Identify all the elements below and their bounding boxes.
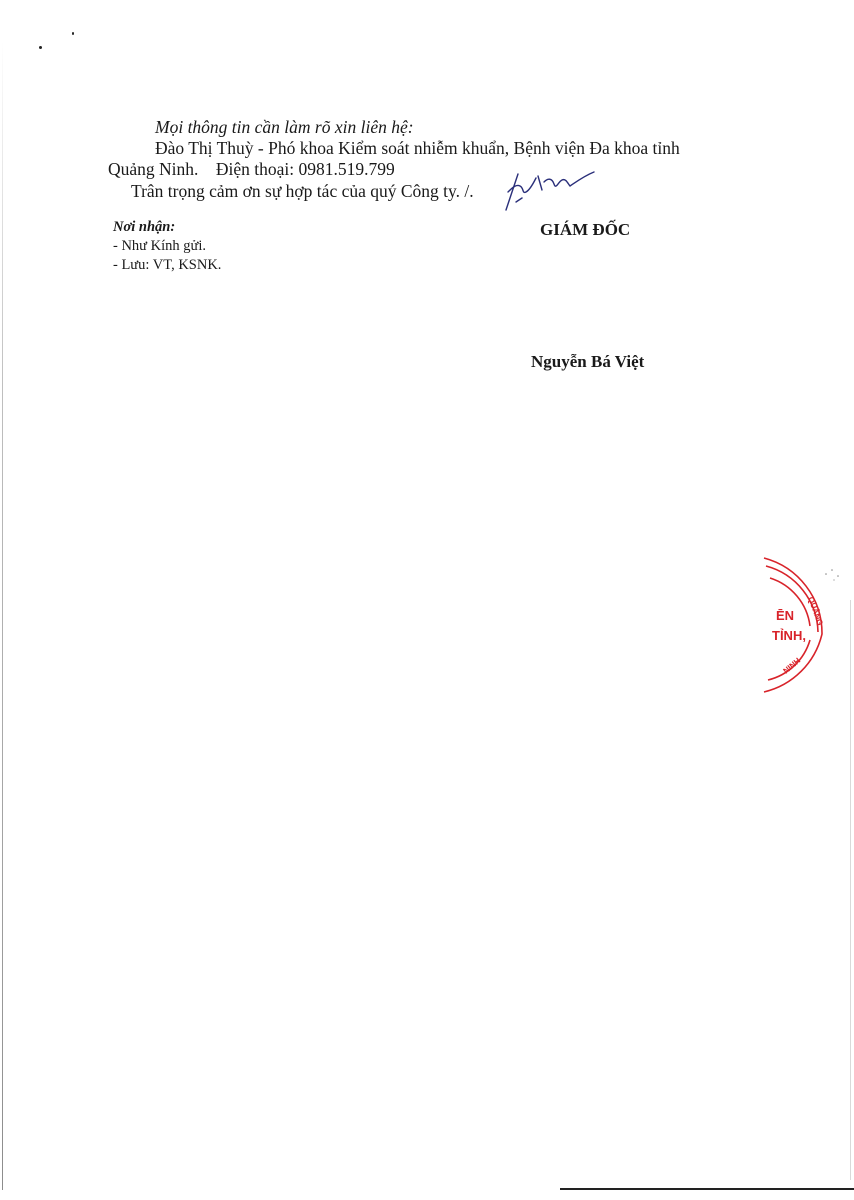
stamp-rings (764, 558, 822, 692)
scan-speck (72, 32, 74, 35)
recipients-heading: Nơi nhận: (113, 219, 176, 235)
svg-text:QUẢNG: QUẢNG (806, 595, 825, 627)
signature-strokes (506, 172, 594, 210)
contact-person-line: Đào Thị Thuỳ - Phó khoa Kiểm soát nhiễm khuẩn, Bệnh viện Đa khoa tỉnh (155, 138, 680, 158)
svg-text:NINH: NINH (781, 656, 803, 676)
contact-intro: Mọi thông tin cần làm rõ xin liên hệ: (155, 117, 414, 137)
scan-edge-left (2, 40, 3, 1190)
svg-text:ĒN: ĒN (776, 608, 795, 623)
recipient-item: - Lưu: VT, KSNK. (113, 257, 222, 273)
signatory-title: GIÁM ĐỐC (540, 220, 631, 239)
thanks-line: Trân trọng cảm ơn sự hợp tác của quý Công ty. /. (131, 181, 474, 201)
svg-text:TỈNH,: TỈNH, (772, 628, 806, 643)
contact-phone-line: Quảng Ninh. Điện thoại: 0981.519.799 (108, 159, 395, 179)
recipient-item: - Như Kính gửi. (113, 238, 207, 254)
official-stamp (756, 556, 854, 696)
stamp-fragments (772, 596, 825, 676)
signatory-name: Nguyễn Bá Việt (531, 352, 645, 371)
director-signature (496, 168, 596, 212)
scan-speck (39, 46, 42, 49)
stamp-dots (825, 569, 839, 580)
scan-edge-bottom (560, 1188, 854, 1190)
